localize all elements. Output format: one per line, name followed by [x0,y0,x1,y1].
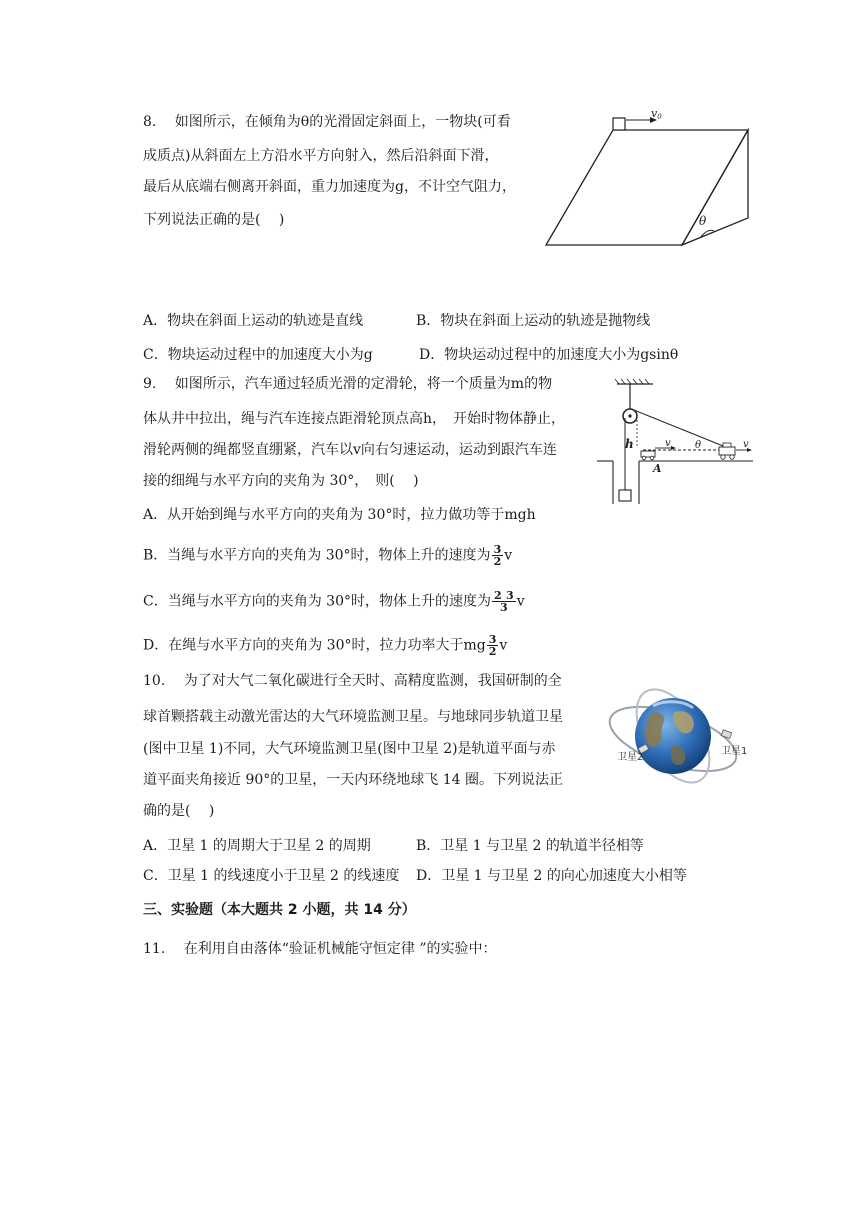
section-3-heading: 三、实验题（本大题共 2 小题，共 14 分） [143,902,416,918]
v0-label: v [651,108,658,120]
fraction-denominator: 3 [500,601,508,614]
q9-option-c [143,590,525,613]
q10-option-c: C．卫星 1 的线速度小于卫星 2 的线速度 [143,868,400,884]
q9-h-label: h [625,437,634,451]
q9-option-d-unit: v [499,637,508,654]
q10-stem-line-3: (图中卫星 1)不同，大气环境监测卫星(图中卫星 2)是轨道平面与赤 [143,741,556,757]
q8-option-a: A．物块在斜面上运动的轨迹是直线 [143,313,364,329]
q9-option-b-fraction [492,544,504,567]
q9-pulley-figure [595,376,755,506]
q9-v1-label: v [665,438,671,449]
q8-option-c: C．物块运动过程中的加速度大小为g [143,347,373,363]
q9-option-b-unit: v [504,547,513,564]
q9-option-d-fraction [487,634,499,657]
q8-option-b: B．物块在斜面上运动的轨迹是抛物线 [416,313,651,329]
q9-option-a: A．从开始到绳与水平方向的夹角为 30°时，拉力做功等于mgh [143,507,536,523]
q9-option-c-unit: v [516,593,525,610]
q8-stem-line-1: 8. 如图所示，在倾角为θ的光滑固定斜面上，一物块(可看 [143,114,511,130]
fraction-denominator: 2 [493,555,502,568]
q9-option-c-text: C．当绳与水平方向的夹角为 30°时，物体上升的速度为 [143,593,491,610]
q8-incline-figure [538,108,753,253]
fraction-numerator: 3 [488,633,497,646]
q10-stem-line-2: 球首颗搭载主动激光雷达的大气环境监测卫星。与地球同步轨道卫星 [143,709,563,725]
q9-option-b-text: B．当绳与水平方向的夹角为 30°时，物体上升的速度为 [143,547,491,564]
v0-subscript: 0 [657,113,662,121]
q9-stem-line-4: 接的细绳与水平方向的夹角为 30°， 则( ) [143,473,419,489]
q10-satellite-figure [605,684,755,789]
q8-stem-line-4: 下列说法正确的是( ) [143,212,285,228]
q9-option-d-text: D．在绳与水平方向的夹角为 30°时，拉力功率大于mg [143,637,486,654]
q9-stem-line-2: 体从井中拉出，绳与汽车连接点距滑轮顶点高h， 开始时物体静止， [143,411,566,427]
q10-option-a: A．卫星 1 的周期大于卫星 2 的周期 [143,838,371,854]
fraction-numerator: 3 [493,543,502,556]
fraction-numerator: 2 3 [493,589,514,602]
q9-stem-line-3: 滑轮两侧的绳都竖直绷紧，汽车以v向右匀速运动，运动到跟汽车连 [143,442,557,458]
q8-option-d: D．物块运动过程中的加速度大小为gsinθ [419,347,679,363]
q10-stem-line-1: 10. 为了对大气二氧化碳进行全天时、高精度监测，我国研制的全 [143,673,562,689]
q10-option-b: B．卫星 1 与卫星 2 的轨道半径相等 [416,838,644,854]
q9-theta-label: θ [695,440,702,451]
q9-option-d [143,634,507,657]
svg-text:v0 [651,108,662,121]
q9-v2-label: v [743,439,749,450]
q11-stem: 11. 在利用自由落体“验证机械能守恒定律 ”的实验中： [143,941,497,957]
q10-stem-line-4: 道平面夹角接近 90°的卫星，一天内环绕地球飞 14 圈。下列说法正 [143,772,563,788]
q8-stem-line-2: 成质点)从斜面左上方沿水平方向射入，然后沿斜面下滑， [143,148,499,164]
q8-stem-line-3: 最后从底端右侧离开斜面，重力加速度为g，不计空气阻力， [143,179,516,195]
q9-option-c-fraction [492,590,516,613]
q10-option-d: D．卫星 1 与卫星 2 的向心加速度大小相等 [416,868,687,884]
q8-theta-label: θ [699,214,707,228]
satellite-2-label: 卫星2 [617,752,644,763]
q10-stem-line-5: 确的是( ) [143,803,215,819]
fraction-denominator: 2 [488,645,497,658]
q9-stem-line-1: 9. 如图所示，汽车通过轻质光滑的定滑轮，将一个质量为m的物 [143,376,553,392]
satellite-1-label: 卫星1 [721,746,748,757]
q9-option-b [143,544,512,567]
q9-a-label: A [653,462,662,475]
